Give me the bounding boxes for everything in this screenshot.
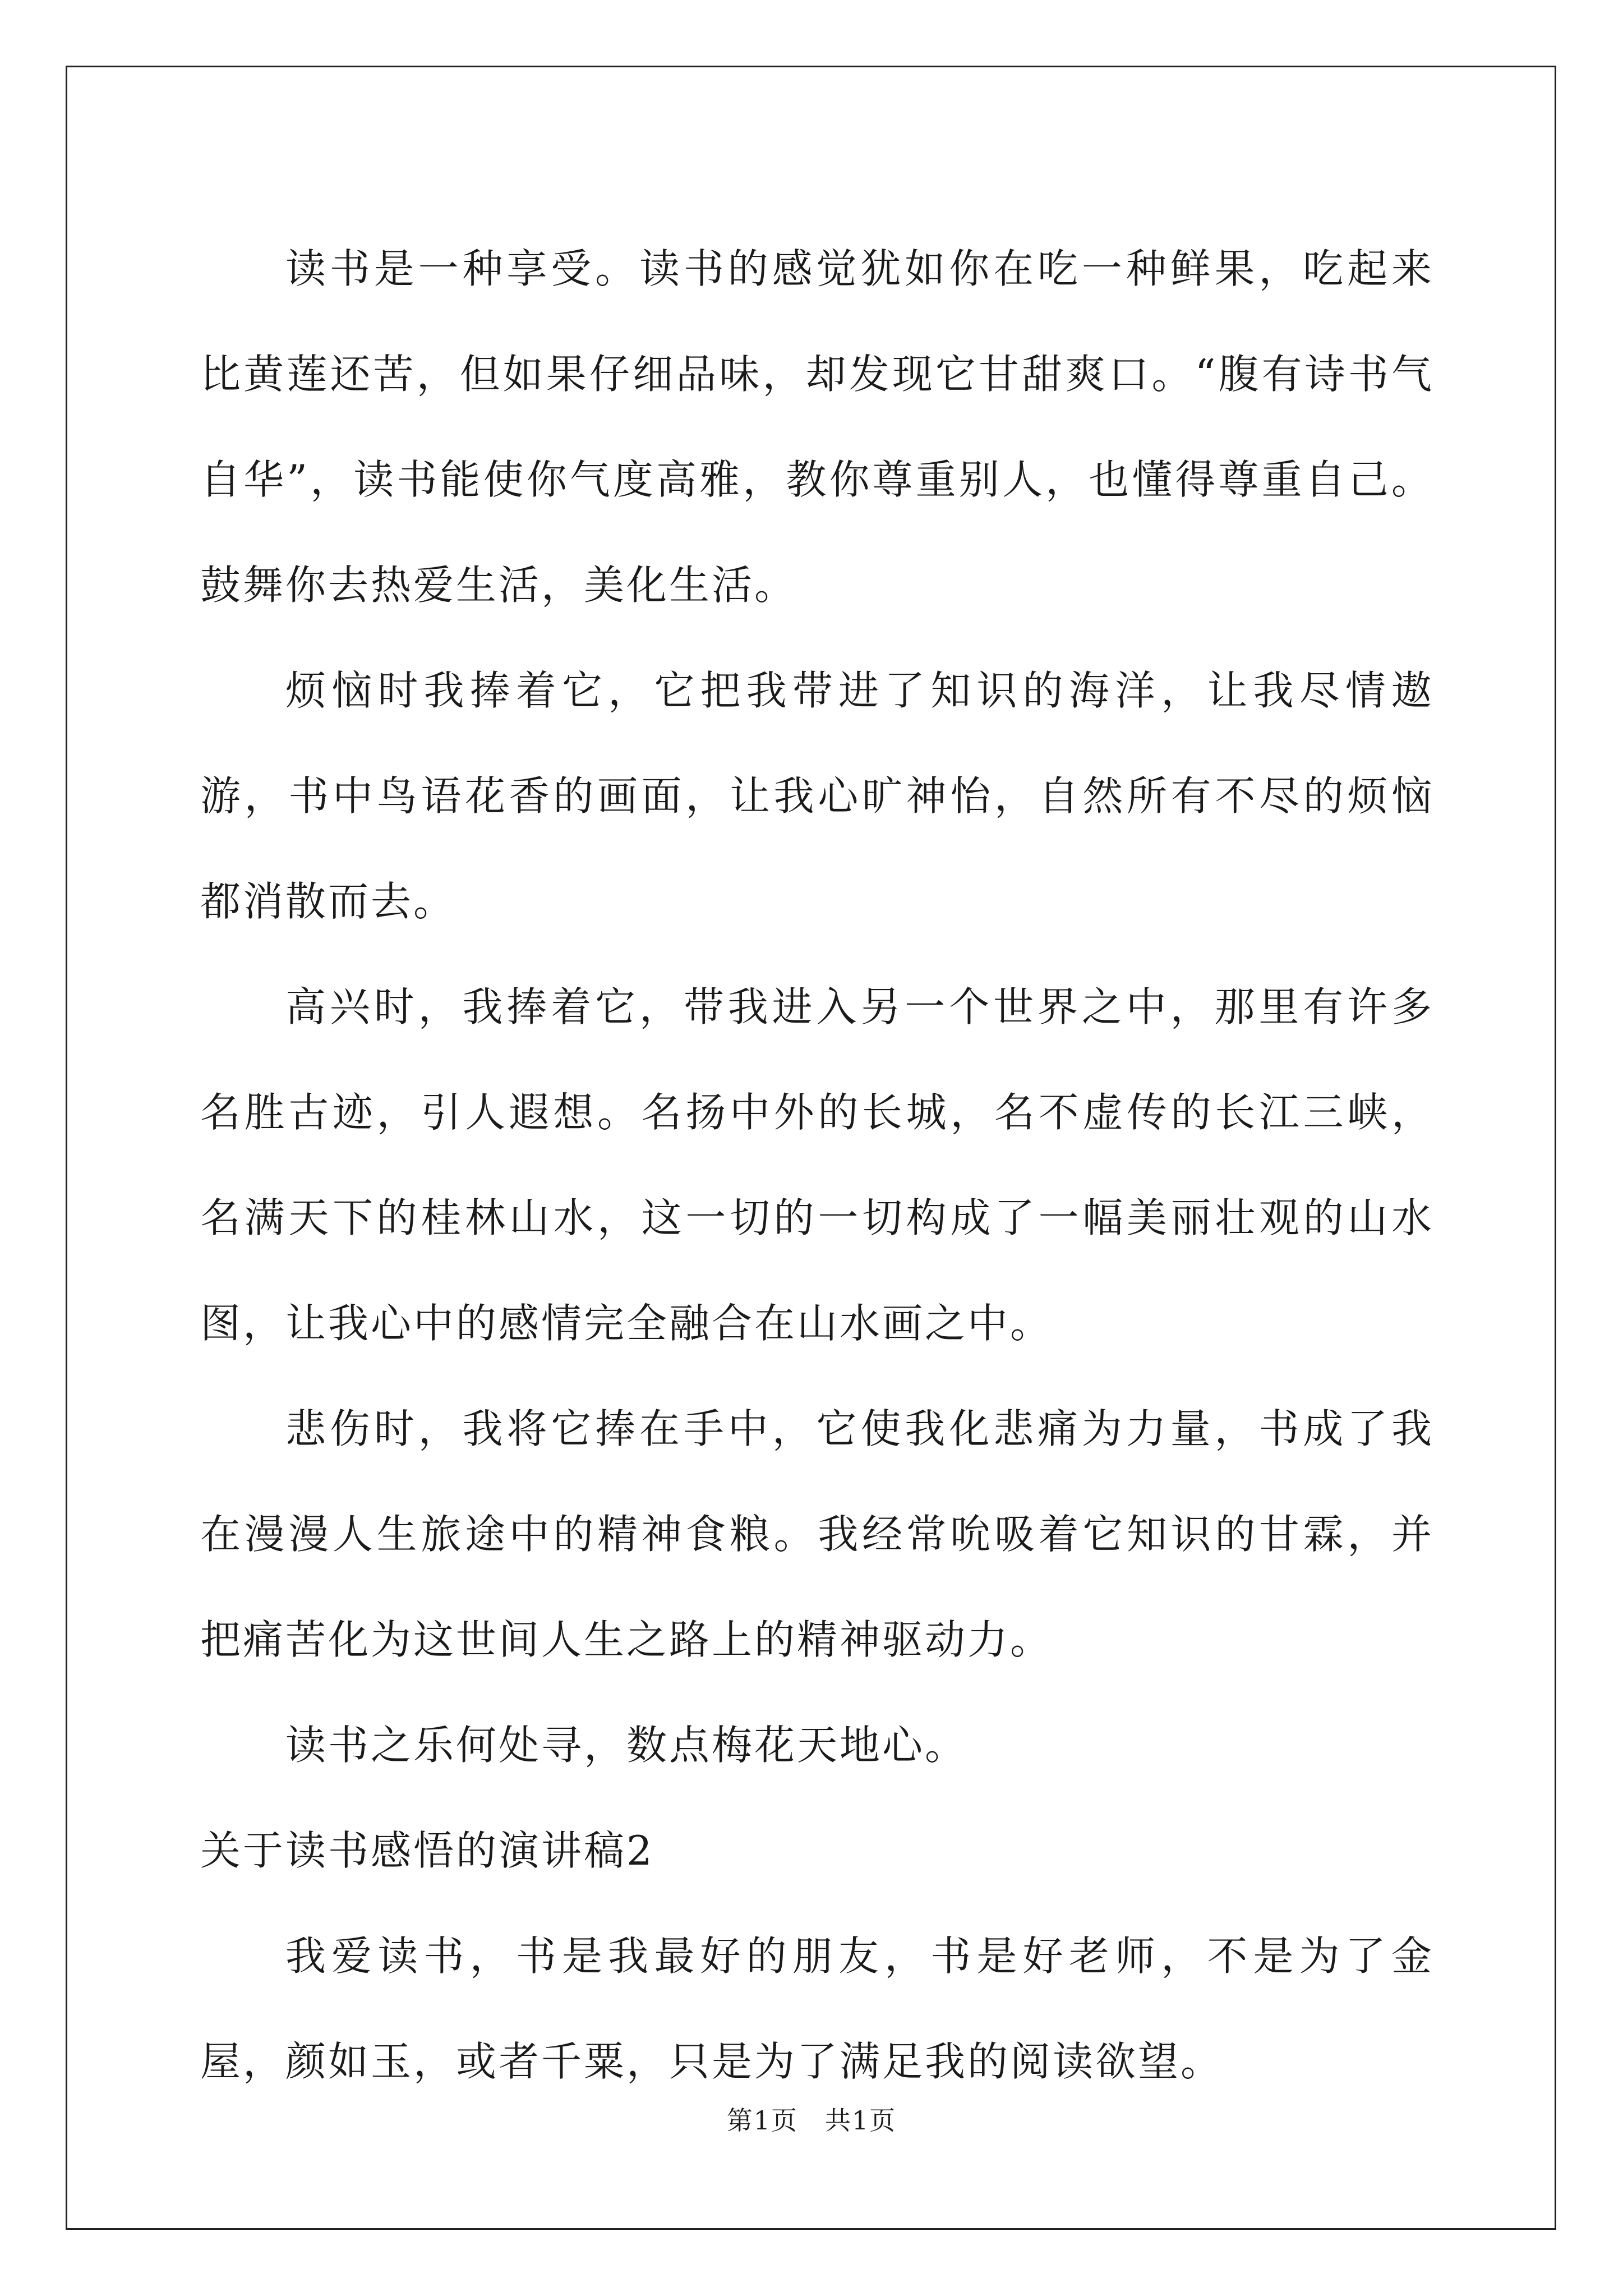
document-body [200,216,1434,2114]
paragraph: 高兴时，我捧着它，带我进入另一个世界之中，那里有许多名胜古迹，引人遐想。名扬中外的长城，名不虚传的长江三峡，名满天下的桂林山水，这一切的一切构成了一幅美丽壮观的山水图，让我心中的感情完全融合在山水画之中。 [200,983,1434,1347]
paragraph: 读书之乐何处寻，数点梅花天地心。 [285,1722,968,1769]
page-number: 第1页 共1页 [726,2105,897,2136]
paragraph: 读书是一种享受。读书的感觉犹如你在吃一种鲜果，吃起来比黄莲还苦，但如果仔细品味，却发现它甘甜爽口。“腹有诗书气自华”，读书能使你气度高雅，教你尊重别人，也懂得尊重自己。鼓舞你去热爱生活，美化生活。 [200,245,1434,609]
section-title: 关于读书感悟的演讲稿2 [200,1827,654,1874]
paragraph: 悲伤时，我将它捧在手中，它使我化悲痛为力量，书成了我在漫漫人生旅途中的精神食粮。我经常吮吸着它知识的甘霖，并把痛苦化为这世间人生之路上的精神驱动力。 [200,1405,1434,1663]
paragraph: 烦恼时我捧着它，它把我带进了知识的海洋，让我尽情遨游，书中鸟语花香的画面，让我心旷神怡，自然所有不尽的烦恼都消散而去。 [200,667,1434,925]
paragraph: 我爱读书，书是我最好的朋友，书是好老师，不是为了金屋，颜如玉，或者千粟，只是为了满足我的阅读欲望。 [200,1932,1434,2085]
